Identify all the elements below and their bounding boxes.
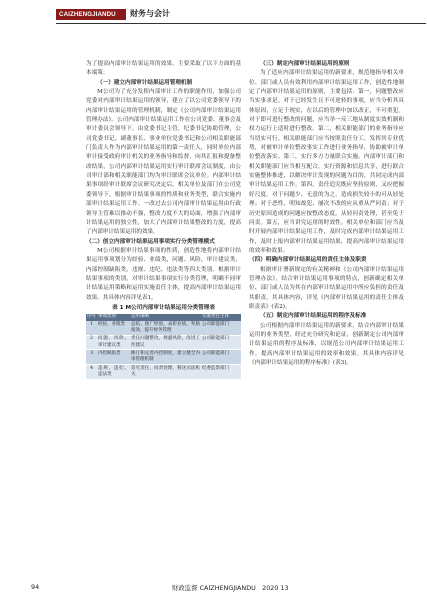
table-cell: 经验、业绩类 (97, 321, 130, 335)
table-cell: 3 (86, 350, 97, 365)
table-cell: 总结、推广经验，表彰业绩，奖励绩效，提升财务管理 (130, 321, 201, 335)
table-cell: 违规、违纪、违法类 (97, 365, 130, 380)
table-header-cell: 运用策略 (130, 314, 201, 321)
table-cell: 纪委监察部门 (201, 365, 241, 380)
table-cell: 1 (86, 321, 97, 335)
section-heading: （五）制定内部审计结果运用的程序及标准 (260, 313, 367, 320)
header-rule (56, 23, 426, 24)
table-row (86, 350, 241, 365)
table-cell: 修订和完善内控制度，建立健全内审管理机制 (130, 350, 201, 365)
table-row (86, 335, 241, 350)
table-cell: 公司职能部门 (201, 335, 241, 350)
page-header (56, 9, 426, 23)
table-header-row (86, 314, 241, 321)
table-row (86, 365, 241, 380)
page-number: 94 (31, 583, 40, 591)
paragraph: 根据审计署新规定的有关精神和《公司内部审计结果运用管理办法》，结合审计结果运用事项的特点，创新确定相关单位、部门或人员为其在内部审计结果运用中所应负担的责任及其职责。其具体内容，详见《内部审计结果运用的责任主体及职责表》(表2)。 (249, 266, 404, 310)
table-cell: 2 (86, 335, 97, 350)
paragraph: 为了适应内部审计结果运用的新要求，规范地指导相关单位、部门或人员有效利用内部审计结果运用工作，创造性地制定了内部审计结果运用的原则，主要包括：第一，问题整改应当实事求是。对于已经发生且不可逆转的事项，应当分析其具体原因，立足于现实，在以后的管理中加以改正，不可重犯。对于即可进行整改的问题，应当举一反三地从制度实效机制和权力运行上适时进行整改。第二，相关职能部门的业务指导应当切实可行。相关职能部门应当按照责任分工，发挥其专业优势，对被审计单位整改事实工作进行业务指导，协助被审计单位整改落实。第三，实行多方力量联合实施。内部审计部门和相关职能部门应当相互配合，实行资源和信息共享，进行联合实施整体推进，以解决审计发现的问题为目的，共同完成内部审计结果运用工作。第四，责任追究既应坚持原则，又应把握好尺度。对于问题少、无意的为之、造成损失较小的可从轻处理；对于恶性、明知故犯、屡次不改的应从重从严问责；对于历史原因造成的问题应按整改态度，从轻问责处理，甚至免于问责。第五，应当讲究运用的时效性。相关单位和部门应当及时开展内部审计结果运用工作，及时完成内部审计结果运用工作，及时上报内部审计结果运用结果，提高内部审计结果运用的效率和效果。 (249, 70, 404, 254)
paragraph: M公司为了充分发挥内部审计工作的职能作用，加强公司党委对内部审计结果运用的领导，建立了以公司党委领导下的内部审计结果运用的管理机制，制定《公司内部审计结果运用管理办法》。公司内部审计结果运用工作在公司党委、董事会及审计委员会领导下，由党委书记主管，纪委书记协助管理，公司党委书记、副董事长、事业单位党委书记和公司相关职能部门负责人作为内部审计结果运用的第一责任人，同时单位内部审计接受政府审计机关的业务指导和监督，向其汇报和提备整改结果，公司内部审计结果运用实行审计联席会议制度，由公司审计部和相关职能部门均为审计联席会议单位。内部审计结果事项经审计联席会议研究决定后，相关单位及部门在公司党委领导下，根据审计结果事项的性质和业务类型，联合实施内部审计结果运用工作。一改过去公司内部审计结果运用由行政领导主管难以推动不强，整改力度不大的局面，增强了内部审计结果运用的独立性，加大了内部审计结果整改的力度，提高了内部审计结果运用的效果。 (86, 89, 241, 236)
paragraph: 公司根据内部审计结果运用的新要求，结合内部审计结果运用的业务类型，经过充分研究和论证，创新制定公司内部审计结果运用的程序及标准，以规范公司内部审计结果运用工作，提高内部审计结果运用的效率和效果。其具体内容详见《内部审计结果运用的程序标准》(表3)。 (249, 322, 404, 366)
page-footer (0, 583, 427, 595)
paragraph: 为了提高内部审计结果运用的效果，主要采取了以下方面的基本端策： (86, 61, 241, 77)
table-cell: 问题、风险、审计建议类 (97, 335, 130, 350)
section-heading: （一）建立内部审计结果运用管理机制 (97, 79, 193, 86)
journal-brand: CAIZHENGJIANDU (56, 9, 126, 20)
section-heading: （四）明确内部审计结果运用的责任主体及职责 (249, 257, 367, 264)
table-cell: 4 (86, 365, 97, 380)
section-heading: （三）制定内部审计结果运用的原则 (260, 61, 350, 67)
table-cell: 内控缺陷类 (97, 350, 130, 365)
table-cell: 公司职能部门 (201, 350, 241, 365)
table-caption: 表 1 M公司内部审计结果运用分类管理表 (112, 304, 215, 311)
table-cell: 公司职能部门 (201, 321, 241, 335)
table-header-cell: 序号 (87, 314, 96, 320)
table-cell: 追究责任，问责处理，移送司法机关 (130, 365, 201, 380)
classification-table (86, 314, 241, 380)
paragraph: M公司根据审计结果事项的性质，创造性地将内部审计结果运用事项划分为经验、业绩类，问题、风险，审计建议类，内部控制缺陷类，违规、违纪、违法类等四大类别。根据审计结果事项的类别，对审计结果事项实行分类管理，明确不同审计结果运用策略和运用实施责任主体，提高内部审计结果运用效果。其具体内容详见表1。 (86, 247, 241, 301)
left-column (86, 60, 241, 380)
table-cell: 责任问题整改，规避风险，改进工作建议 (130, 335, 201, 350)
section-title: 财务与会计 (130, 9, 170, 18)
table-header-cell: 实施责任主体 (201, 314, 241, 321)
section-heading: （二）创立内部审计结果运用事项实行分类管理模式 (86, 238, 215, 245)
journal-footer: 财政监督 CAIZHENGJIANDU 2020 13 (172, 584, 289, 592)
right-column (249, 60, 404, 368)
table-header-cell: 事项类别 (97, 314, 130, 321)
table-row (86, 321, 241, 335)
